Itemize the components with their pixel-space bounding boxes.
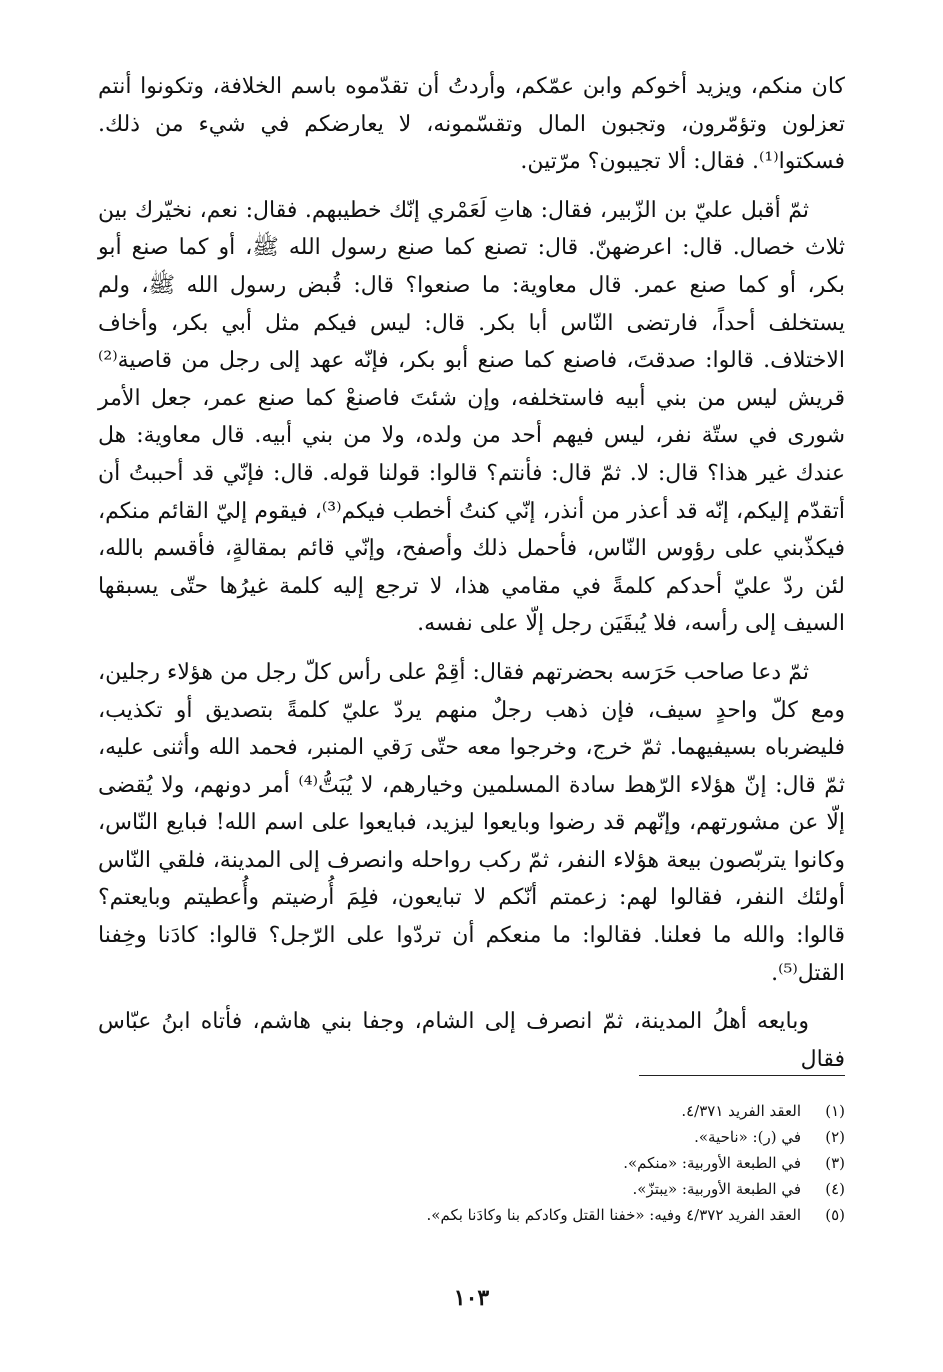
footnote-5 (98, 1202, 845, 1228)
footnote-text: في الطبعة الأوربية: «منكم». (623, 1154, 801, 1172)
footnote-text: العقد الفريد ٤/٣٧٢ وفيه: «خفنا القتل وكادكم بنا وكادَنا بكم». (426, 1206, 801, 1224)
footnote-number: (٢) (825, 1128, 845, 1146)
footnote-number: (٥) (825, 1206, 845, 1224)
footnote-divider (639, 1075, 845, 1076)
footnote-number: (٣) (825, 1154, 845, 1172)
paragraph-1: كان منكم، ويزيد أخوكم وابن عمّكم، وأردتُ أن تقدّموه باسم الخلافة، وتكونوا أنتم تعزلون وتؤمّرون، وتجبون المال وتقسّمونه، لا يعارضكم في شيء من ذلك. فسكتوا⁽¹⁾. فقال: ألا تجيبون؟ مرّتين. (98, 74, 845, 175)
paragraph-3: ثمّ دعا صاحب حَرَسه بحضرتهم فقال: أقِمْ على رأس كلّ رجل من هؤلاء رجلين، ومع كلّ واحدٍ سيف، فإن ذهب رجلٌ منهم يردّ عليّ كلمةً بتصديق أو تكذيب، فليضرباه بسيفيهما. ثمّ خرج، وخرجوا معه حتّى رَقي المنبر، فحمد الله وأثنى عليه، ثمّ قال: إنّ هؤلاء الرّهط سادة المسلمين وخيارهم، لا يُبَتُّ⁽⁴⁾ أمر دونهم، ولا يُقضى إلّا عن مشورتهم، وإنّهم قد رضوا وبايعوا ليزيد، فبايعوا على اسم الله! فبايع النّاس، وكانوا يتربّصون بيعة هؤلاء النفر، ثمّ ركب رواحله وانصرف إلى المدينة، فلقي النّاس أولئك النفر، فقالوا لهم: زعمتم أنّكم لا تبايعون، فلِمَ أُرضيتم وأُعطيتم وبايعتم؟ قالوا: والله ما فعلنا. فقالوا: ما منعكم أن تردّوا على الرّجل؟ قالوا: كادَنا وخِفنا القتل⁽⁵⁾. (98, 659, 845, 986)
paragraph-4: وبايعه أهلُ المدينة، ثمّ انصرف إلى الشام، وجفا بني هاشم، فأتاه ابنُ عبّاس فقال (98, 1009, 845, 1072)
footnote-number: (٤) (825, 1180, 845, 1198)
footnote-3 (98, 1150, 845, 1176)
footnote-1 (98, 1098, 845, 1124)
footnote-text: العقد الفريد ٤/٣٧١. (681, 1102, 801, 1120)
page-number: ١٠٣ (453, 1285, 490, 1311)
footnote-number: (١) (825, 1102, 845, 1120)
footnote-4 (98, 1176, 845, 1202)
main-text (98, 68, 845, 1078)
footnote-text: في (ر): «ناحية». (694, 1128, 801, 1146)
paragraph-2: ثمّ أقبل عليّ بن الزّبير، فقال: هاتِ لَعَمْري إنّك خطيبهم. فقال: نعم، نخيّرك بين ثلاث خصال. قال: اعرضهنّ. قال: تصنع كما صنع رسول الله ﷺ، أو كما صنع أبو بكر، أو كما صنع عمر. قال معاوية: ما صنعوا؟ قال: قُبض رسول الله ﷺ، ولم يستخلف أحداً، فارتضى النّاس أبا بكر. قال: ليس فيكم مثل أبي بكر، وأخاف الاختلاف. قالوا: صدقتَ، فاصنع كما صنع أبو بكر، فإنّه عهد إلى رجل من قاصية⁽²⁾ قريش ليس من بني أبيه فاستخلفه، وإن شئتَ فاصنعْ كما صنع عمر، جعل الأمر شورى في ستّة نفر، ليس فيهم أحد من ولده، ولا من بني أبيه. قال معاوية: هل عندك غير هذا؟ قال: لا. ثمّ قال: فأنتم؟ قالوا: قولنا قوله. قال: فإنّي قد أحببتُ أن أتقدّم إليكم، إنّه قد أعذر من أنذر، إنّي كنتُ أخطب فيكم⁽³⁾، فيقوم إليّ القائم منكم، فيكذّبني على رؤوس النّاس، فأحمل ذلك وأصفح، وإنّي قائم بمقالةٍ، فأقسم بالله، لئن ردّ عليّ أحدكم كلمةً في مقامي هذا، لا ترجع إليه كلمة غيرُها حتّى يسبقها السيف إلى رأسه، فلا يُبقَيَن رجل إلّا على نفسه. (98, 197, 845, 637)
footnote-text: في الطبعة الأوربية: «يبتزّ». (632, 1180, 801, 1198)
footnotes (98, 1098, 845, 1228)
footnote-2 (98, 1124, 845, 1150)
